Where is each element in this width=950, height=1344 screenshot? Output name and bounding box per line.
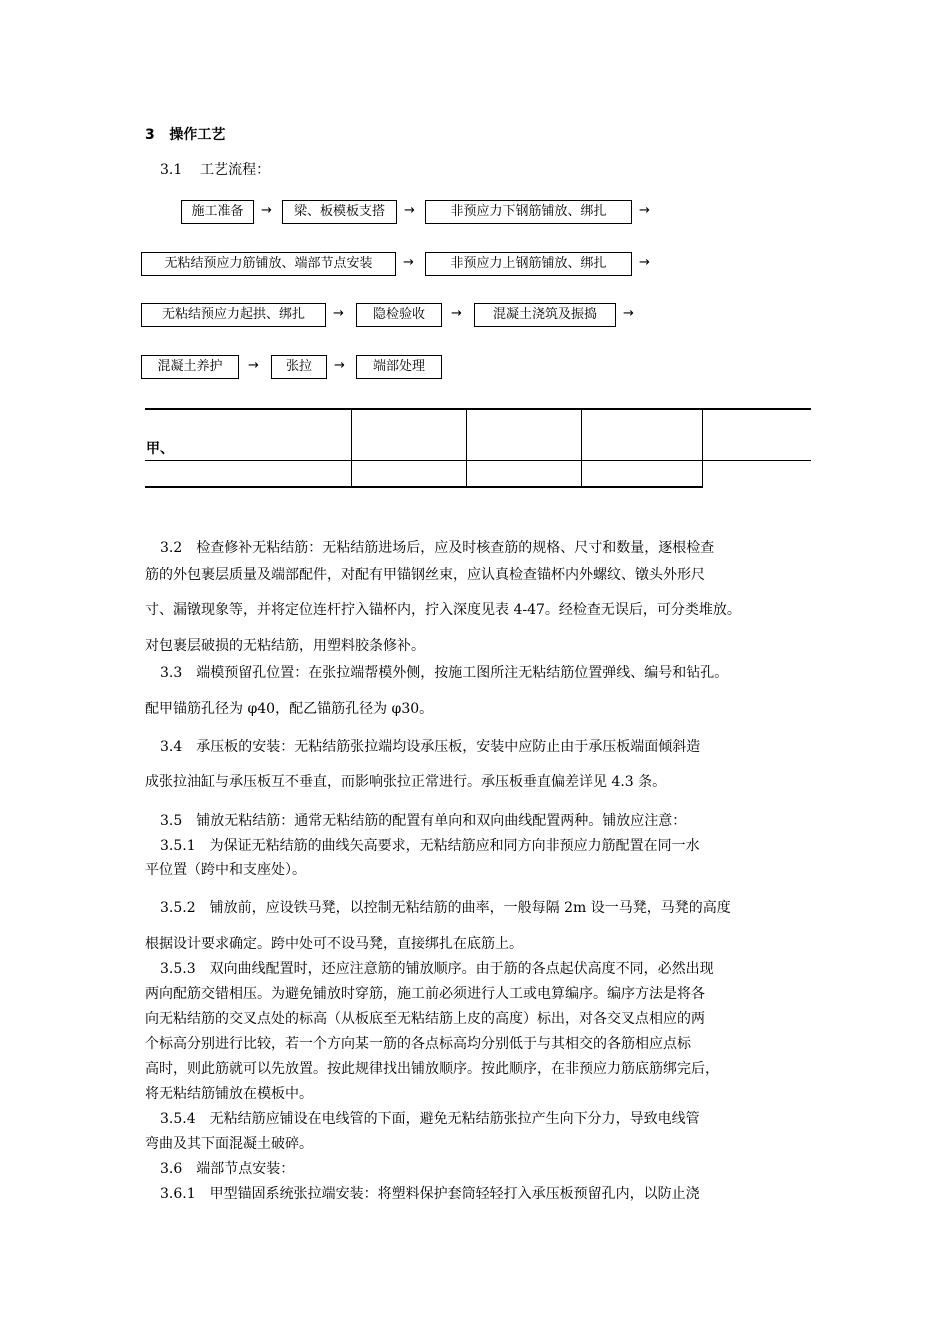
table-mid-border bbox=[145, 460, 811, 461]
para-3-2-line3: 寸、漏镦现象等，并将定位连杆拧入锚杯内，拧入深度见表 4-47。经检查无误后，可分类堆放。 bbox=[145, 602, 741, 618]
para-3-5-3-line5: 高时，则此筋就可以先放置。按此规律找出铺放顺序。按此顺序，在非预应力筋底筋绑完后， bbox=[145, 1061, 719, 1077]
section-number: 3 bbox=[145, 127, 155, 143]
table-col-divider bbox=[702, 409, 703, 487]
arrow-icon: → bbox=[623, 306, 634, 321]
para-3-4-line2: 成张拉油缸与承压板互不垂直，而影响张拉正常进行。承压板垂直偏差详见 4.3 条。 bbox=[145, 774, 667, 790]
arrow-icon: → bbox=[451, 306, 462, 321]
para-3-5-4-line1: 3.5.4 无粘结筋应铺设在电线管的下面，避免无粘结筋张拉产生向下分力，导致电线管 bbox=[160, 1111, 700, 1127]
section-heading bbox=[145, 124, 225, 144]
table-col-divider bbox=[581, 409, 582, 487]
arrow-icon: → bbox=[333, 306, 344, 321]
para-3-6-line1: 3.6 端部节点安装： bbox=[160, 1161, 295, 1177]
para-3-2-line2: 筋的外包裹层质量及端部配件，对配有甲锚钢丝束，应认真检查锚杯内外螺纹、镦头外形尺 bbox=[145, 567, 705, 583]
table-col-divider bbox=[351, 409, 352, 487]
flow-step-tendon-laying: 无粘结预应力筋铺放、端部节点安装 bbox=[141, 252, 396, 276]
arrow-icon: → bbox=[639, 203, 650, 218]
para-3-5-3-line4: 个标高分别进行比较，若一个方向某一筋的各点标高均分别低于与其相交的各筋相应点标 bbox=[145, 1036, 691, 1052]
para-3-2-line4: 对包裹层破损的无粘结筋，用塑料胶条修补。 bbox=[145, 638, 425, 654]
para-3-3-line2: 配甲锚筋孔径为 φ40，配乙锚筋孔径为 φ30。 bbox=[145, 701, 434, 717]
para-3-5-1-line1: 3.5.1 为保证无粘结筋的曲线矢高要求，无粘结筋应和同方向非预应力筋配置在同一水 bbox=[160, 838, 700, 854]
para-3-5-3-line1: 3.5.3 双向曲线配置时，还应注意筋的铺放顺序。由于筋的各点起伏高度不同，必然出现 bbox=[160, 961, 714, 977]
para-3-5-3-line2: 两向配筋交错相压。为避免铺放时穿筋，施工前必须进行人工或电算编序。编序方法是将各 bbox=[145, 986, 705, 1002]
table-col-divider bbox=[466, 409, 467, 487]
flow-step-lower-rebar: 非预应力下钢筋铺放、绑扎 bbox=[425, 200, 632, 224]
para-3-6-1-line1: 3.6.1 甲型锚固系统张拉端安装：将塑料保护套筒轻轻打入承压板预留孔内，以防止浇 bbox=[160, 1186, 700, 1202]
para-3-5-4-line2: 弯曲及其下面混凝土破碎。 bbox=[145, 1136, 313, 1152]
para-3-5-2-line1: 3.5.2 铺放前，应设铁马凳，以控制无粘结筋的曲率，一般每隔 2m 设一马凳，马凳的高度 bbox=[160, 900, 731, 916]
para-3-5-line1: 3.5 铺放无粘结筋：通常无粘结筋的配置有单向和双向曲线配置两种。铺放应注意： bbox=[160, 813, 687, 829]
arrow-icon: → bbox=[404, 203, 415, 218]
flow-step-upper-rebar: 非预应力上钢筋铺放、绑扎 bbox=[425, 252, 632, 276]
flow-step-end-treatment: 端部处理 bbox=[356, 355, 442, 379]
subsection-number: 3.1 bbox=[160, 162, 183, 178]
flow-step-camber: 无粘结预应力起拱、绑扎 bbox=[141, 303, 326, 327]
para-3-5-1-line2: 平位置（跨中和支座处）。 bbox=[145, 862, 306, 878]
flow-step-formwork: 梁、板模板支搭 bbox=[282, 200, 397, 224]
flow-step-prep: 施工准备 bbox=[181, 200, 254, 224]
para-3-5-2-line2: 根据设计要求确定。跨中处可不设马凳，直接绑扎在底筋上。 bbox=[145, 936, 523, 952]
subsection-3-1 bbox=[160, 161, 270, 179]
arrow-icon: → bbox=[639, 255, 650, 270]
arrow-icon: → bbox=[403, 255, 414, 270]
section-title: 操作工艺 bbox=[169, 127, 226, 143]
para-3-5-3-line3: 向无粘结筋的交叉点处的标高（从板底至无粘结筋上皮的高度）标出，对各交叉点相应的两 bbox=[145, 1011, 705, 1027]
arrow-icon: → bbox=[248, 358, 259, 373]
flow-step-inspection: 隐检验收 bbox=[356, 303, 442, 327]
para-3-3-line1: 3.3 端模预留孔位置：在张拉端帮模外侧，按施工图所注无粘结筋位置弹线、编号和钻孔。 bbox=[160, 665, 729, 681]
arrow-icon: → bbox=[261, 203, 272, 218]
para-3-4-line1: 3.4 承压板的安装：无粘结筋张拉端均设承压板，安装中应防止由于承压板端面倾斜造 bbox=[160, 739, 701, 755]
table-bottom-border bbox=[145, 486, 703, 488]
flow-step-curing: 混凝土养护 bbox=[141, 355, 239, 379]
para-3-5-3-line6: 将无粘结筋铺放在模板中。 bbox=[145, 1086, 313, 1102]
arrow-icon: → bbox=[334, 358, 345, 373]
flow-step-tensioning: 张拉 bbox=[271, 355, 327, 379]
flow-step-pouring: 混凝土浇筑及振捣 bbox=[474, 303, 616, 327]
table-row-label: 甲、 bbox=[146, 441, 174, 457]
table-top-border bbox=[145, 408, 811, 410]
subsection-title: 工艺流程： bbox=[200, 162, 271, 178]
para-3-2-line1: 3.2 检查修补无粘结筋：无粘结筋进场后，应及时核查筋的规格、尺寸和数量，逐根检查 bbox=[160, 540, 715, 556]
